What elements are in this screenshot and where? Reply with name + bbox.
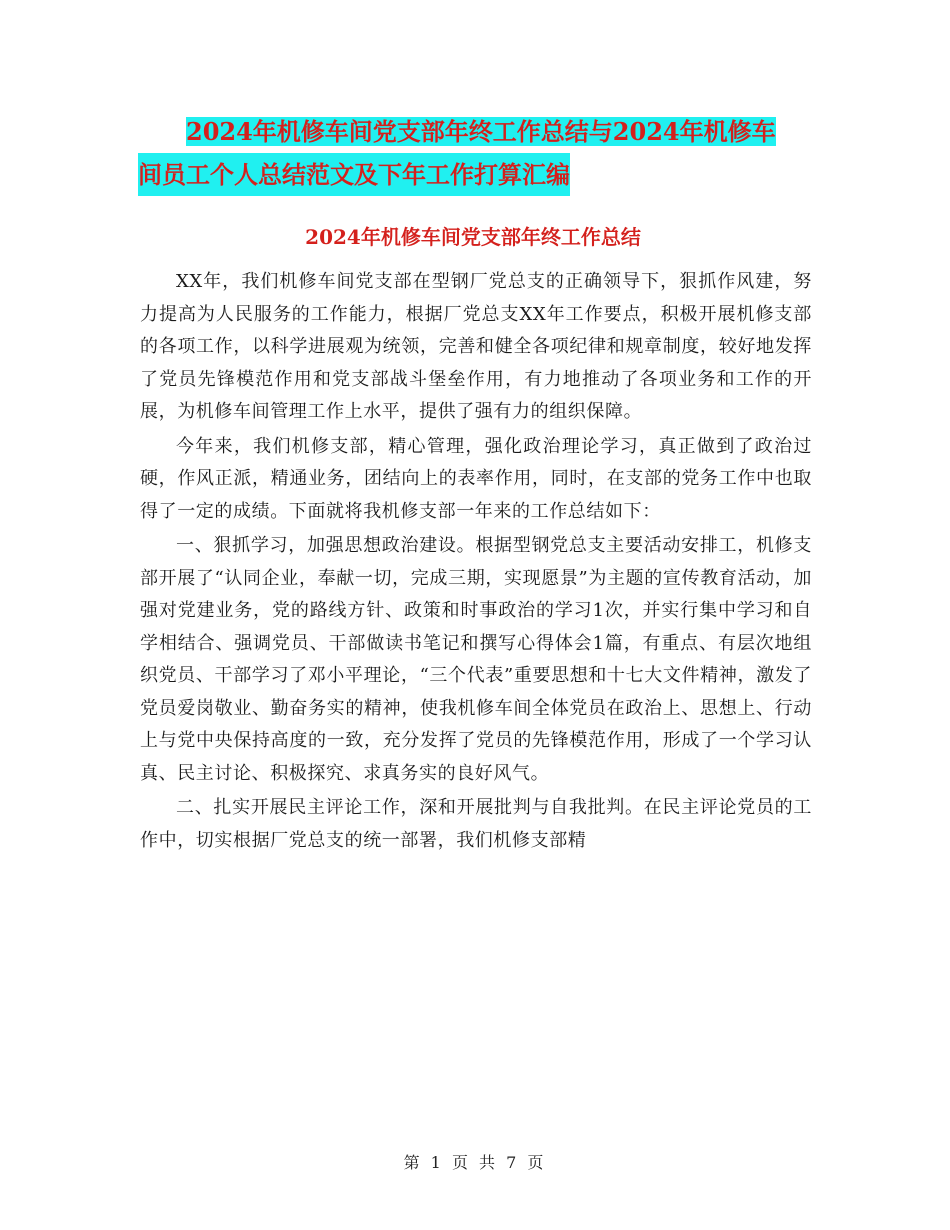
page-number-footer: 第 1 页 共 7 页 [403,1153,547,1172]
document-title [138,110,828,196]
paragraph: 二、扎实开展民主评论工作，深和开展批判与自我批判。在民主评论党员的工作中，切实根据厂党总支的统一部署，我们机修支部精 [140,797,812,851]
title-line-2: 间员工个人总结范文及下年工作打算汇编 [138,153,570,196]
paragraph: 今年来，我们机修支部，精心管理，强化政治理论学习，真正做到了政治过硬，作风正派，精通业务，团结向上的表率作用，同时，在支部的党务工作中也取得了一定的成绩。下面就将我机修支部一年来的工作总结如下： [140,435,812,522]
document-body [140,266,812,857]
paragraph: XX年，我们机修车间党支部在型钢厂党总支的正确领导下，狠抓作风建，努力提高为人民服务的工作能力，根据厂党总支XX年工作要点，积极开展机修支部的各项工作，以科学进展观为统领，完善和健全各项纪律和规章制度，较好地发挥了党员先锋模范作用和党支部战斗堡垒作用，有力地推动了各项业务和工作的开展，为机修车间管理工作上水平，提供了强有力的组织保障。 [140,271,812,422]
section-title: 2024年机修车间党支部年终工作总结 [305,225,641,249]
title-line-1: 2024年机修车间党支部年终工作总结与2024年机修车 [186,117,776,146]
paragraph: 一、狠抓学习，加强思想政治建设。根据型钢党总支主要活动安排工，机修支部开展了“认同企业，奉献一切，完成三期，实现愿景”为主题的宣传教育活动，加强对党建业务，党的路线方针、政策和时事政治的学习1次，并实行集中学习和自学相结合、强调党员、干部做读书笔记和撰写心得体会1篇，有重点、有层次地组织党员、干部学习了邓小平理论，“三个代表”重要思想和十七大文件精神，激发了党员爱岗敬业、勤奋务实的精神，使我机修车间全体党员在政治上、思想上、行动上与党中央保持高度的一致，充分发挥了党员的先锋模范作用，形成了一个学习认真、民主讨论、积极探究、求真务实的良好风气。 [140,535,812,784]
